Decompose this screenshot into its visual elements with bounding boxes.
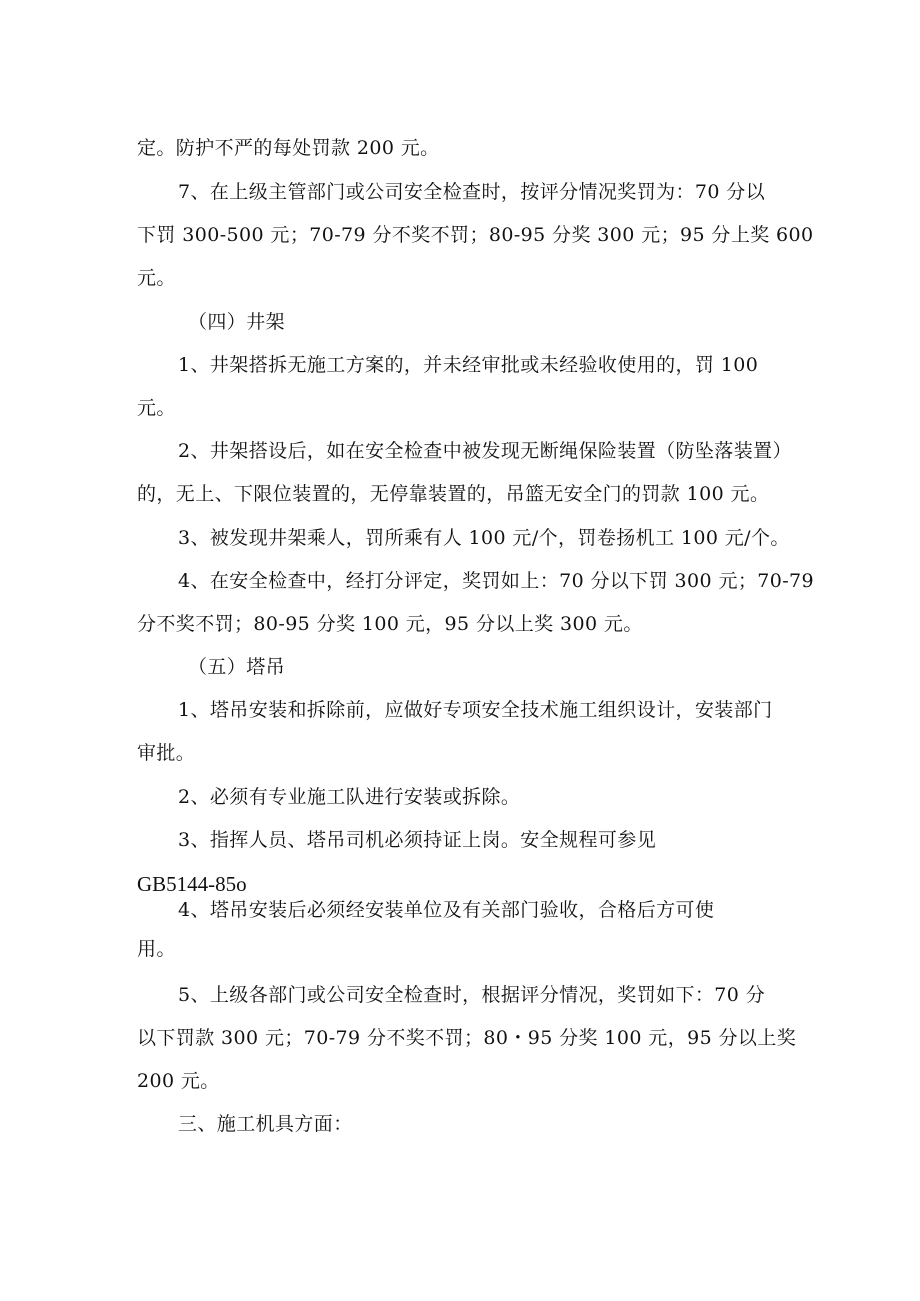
text-line: 元。 <box>137 267 176 289</box>
text-line: 1、塔吊安装和拆除前，应做好专项安全技术施工组织设计，安装部门 <box>178 699 773 721</box>
text-line: 元。 <box>137 397 176 419</box>
text-line: 3、被发现井架乘人，罚所乘有人 100 元/个，罚卷扬机工 100 元/个。 <box>178 527 790 549</box>
text-line: 用。 <box>137 938 176 960</box>
text-line: 下罚 300-500 元；70-79 分不奖不罚；80-95 分奖 300 元；95 分上奖 600 <box>137 224 814 246</box>
text-line: 3、指挥人员、塔吊司机必须持证上岗。安全规程可参见 <box>178 829 657 851</box>
section-heading: 三、施工机具方面： <box>178 1113 353 1135</box>
text-line: 1、井架搭拆无施工方案的，并未经审批或未经验收使用的，罚 100 <box>178 354 759 376</box>
standard-code: GB5144-85o <box>137 872 247 896</box>
text-line: 以下罚款 300 元；70-79 分不奖不罚；80・95 分奖 100 元，95 分以上奖 <box>137 1027 797 1049</box>
text-line: 7、在上级主管部门或公司安全检查时，按评分情况奖罚为：70 分以 <box>178 181 766 203</box>
text-line: 分不奖不罚；80-95 分奖 100 元，95 分以上奖 300 元。 <box>137 613 643 635</box>
text-line: 5、上级各部门或公司安全检查时，根据评分情况，奖罚如下：70 分 <box>178 984 766 1006</box>
text-line: 4、在安全检查中，经打分评定，奖罚如上：70 分以下罚 300 元；70-79 <box>178 570 815 592</box>
section-heading: （五）塔吊 <box>188 656 286 678</box>
text-line: 审批。 <box>137 742 196 764</box>
text-line: 2、必须有专业施工队进行安装或拆除。 <box>178 786 521 808</box>
text-line: 定。防护不严的每处罚款 200 元。 <box>137 137 440 159</box>
text-line: 200 元。 <box>137 1070 220 1092</box>
text-line: 的，无上、下限位装置的，无停靠装置的，吊篮无安全门的罚款 100 元。 <box>137 483 770 505</box>
text-line: 2、井架搭设后，如在安全检查中被发现无断绳保险装置（防坠落装置） <box>178 440 792 462</box>
text-line: 4、塔吊安装后必须经安装单位及有关部门验收，合格后方可使 <box>178 899 715 921</box>
section-heading: （四）井架 <box>188 311 286 333</box>
